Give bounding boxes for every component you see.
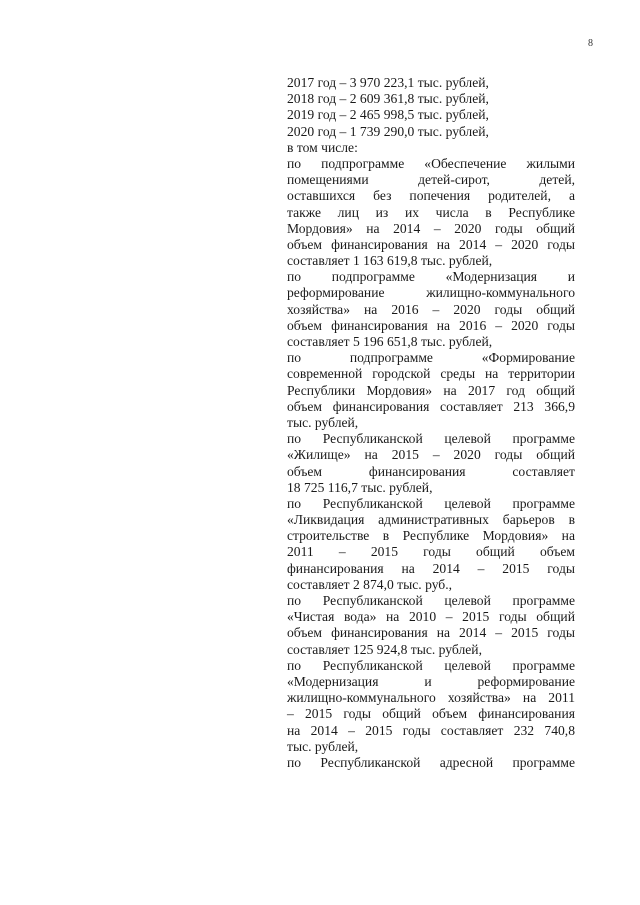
text-line: «Ликвидация административных барьеров в xyxy=(287,512,575,528)
text-line: 18 725 116,7 тыс. рублей, xyxy=(287,479,433,495)
text-line: объем финансирования на 2014 – 2015 годы xyxy=(287,625,575,641)
text-line: объем финансирования составляет 213 366,9 xyxy=(287,398,575,414)
text-line: «Модернизация и реформирование xyxy=(287,673,575,689)
text-line: финансирования на 2014 – 2015 годы xyxy=(287,560,575,576)
text-line: в том числе: xyxy=(287,139,358,155)
text-line: по Республиканской целевой программе xyxy=(287,657,575,673)
text-line: современной городской среды на территории xyxy=(287,366,575,382)
text-line: составляет 2 874,0 тыс. руб., xyxy=(287,576,453,592)
text-line: по Республиканской целевой программе xyxy=(287,593,575,608)
text-line: 2020 год – 1 739 290,0 тыс. рублей, xyxy=(287,123,489,139)
text-line: хозяйства» на 2016 – 2020 годы общий xyxy=(287,301,575,317)
text-line: 2019 год – 2 465 998,5 тыс. рублей, xyxy=(287,107,489,123)
text-line: «Чистая вода» на 2010 – 2015 годы общий xyxy=(287,609,575,625)
text-line: по Республиканской целевой программе xyxy=(287,431,575,447)
text-line: составляет 5 196 651,8 тыс. рублей, xyxy=(287,334,493,349)
document-body-text xyxy=(287,75,575,771)
text-line: жилищно-коммунального хозяйства» на 2011 xyxy=(287,690,575,706)
text-line: 2018 год – 2 609 361,8 тыс. рублей, xyxy=(287,91,489,107)
text-line: помещениями детей-сирот, детей, xyxy=(287,172,575,188)
text-line: Республики Мордовия» на 2017 год общий xyxy=(287,382,575,398)
text-line: по подпрограмме «Формирование xyxy=(287,350,575,366)
text-line: «Жилище» на 2015 – 2020 годы общий xyxy=(287,447,575,463)
text-line: составляет 1 163 619,8 тыс. рублей, xyxy=(287,253,493,269)
text-line: – 2015 годы общий объем финансирования xyxy=(287,706,575,722)
text-line: по подпрограмме «Обеспечение жилыми xyxy=(287,155,575,171)
text-line: строительстве в Республике Мордовия» на xyxy=(287,528,575,544)
text-line: Мордовия» на 2014 – 2020 годы общий xyxy=(287,220,575,236)
text-line: объем финансирования на 2016 – 2020 годы xyxy=(287,317,575,333)
text-line: на 2014 – 2015 годы составляет 232 740,8 xyxy=(287,722,575,738)
text-line: по Республиканской адресной программе xyxy=(287,754,575,770)
text-line: по подпрограмме «Модернизация и xyxy=(287,269,575,285)
text-line: оставшихся без попечения родителей, а xyxy=(287,188,575,204)
text-line: 2017 год – 3 970 223,1 тыс. рублей, xyxy=(287,75,489,90)
text-line: тыс. рублей, xyxy=(287,414,359,430)
page-number: 8 xyxy=(588,38,593,49)
text-line: объем финансирования составляет xyxy=(287,463,575,479)
text-line: составляет 125 924,8 тыс. рублей, xyxy=(287,641,482,657)
text-line: 2011 – 2015 годы общий объем xyxy=(287,544,575,560)
text-line: по Республиканской целевой программе xyxy=(287,495,575,511)
text-line: также лиц из их числа в Республике xyxy=(287,204,575,220)
text-line: объем финансирования на 2014 – 2020 годы xyxy=(287,236,575,252)
text-line: тыс. рублей, xyxy=(287,738,359,754)
text-line: реформирование жилищно-коммунального xyxy=(287,285,575,301)
